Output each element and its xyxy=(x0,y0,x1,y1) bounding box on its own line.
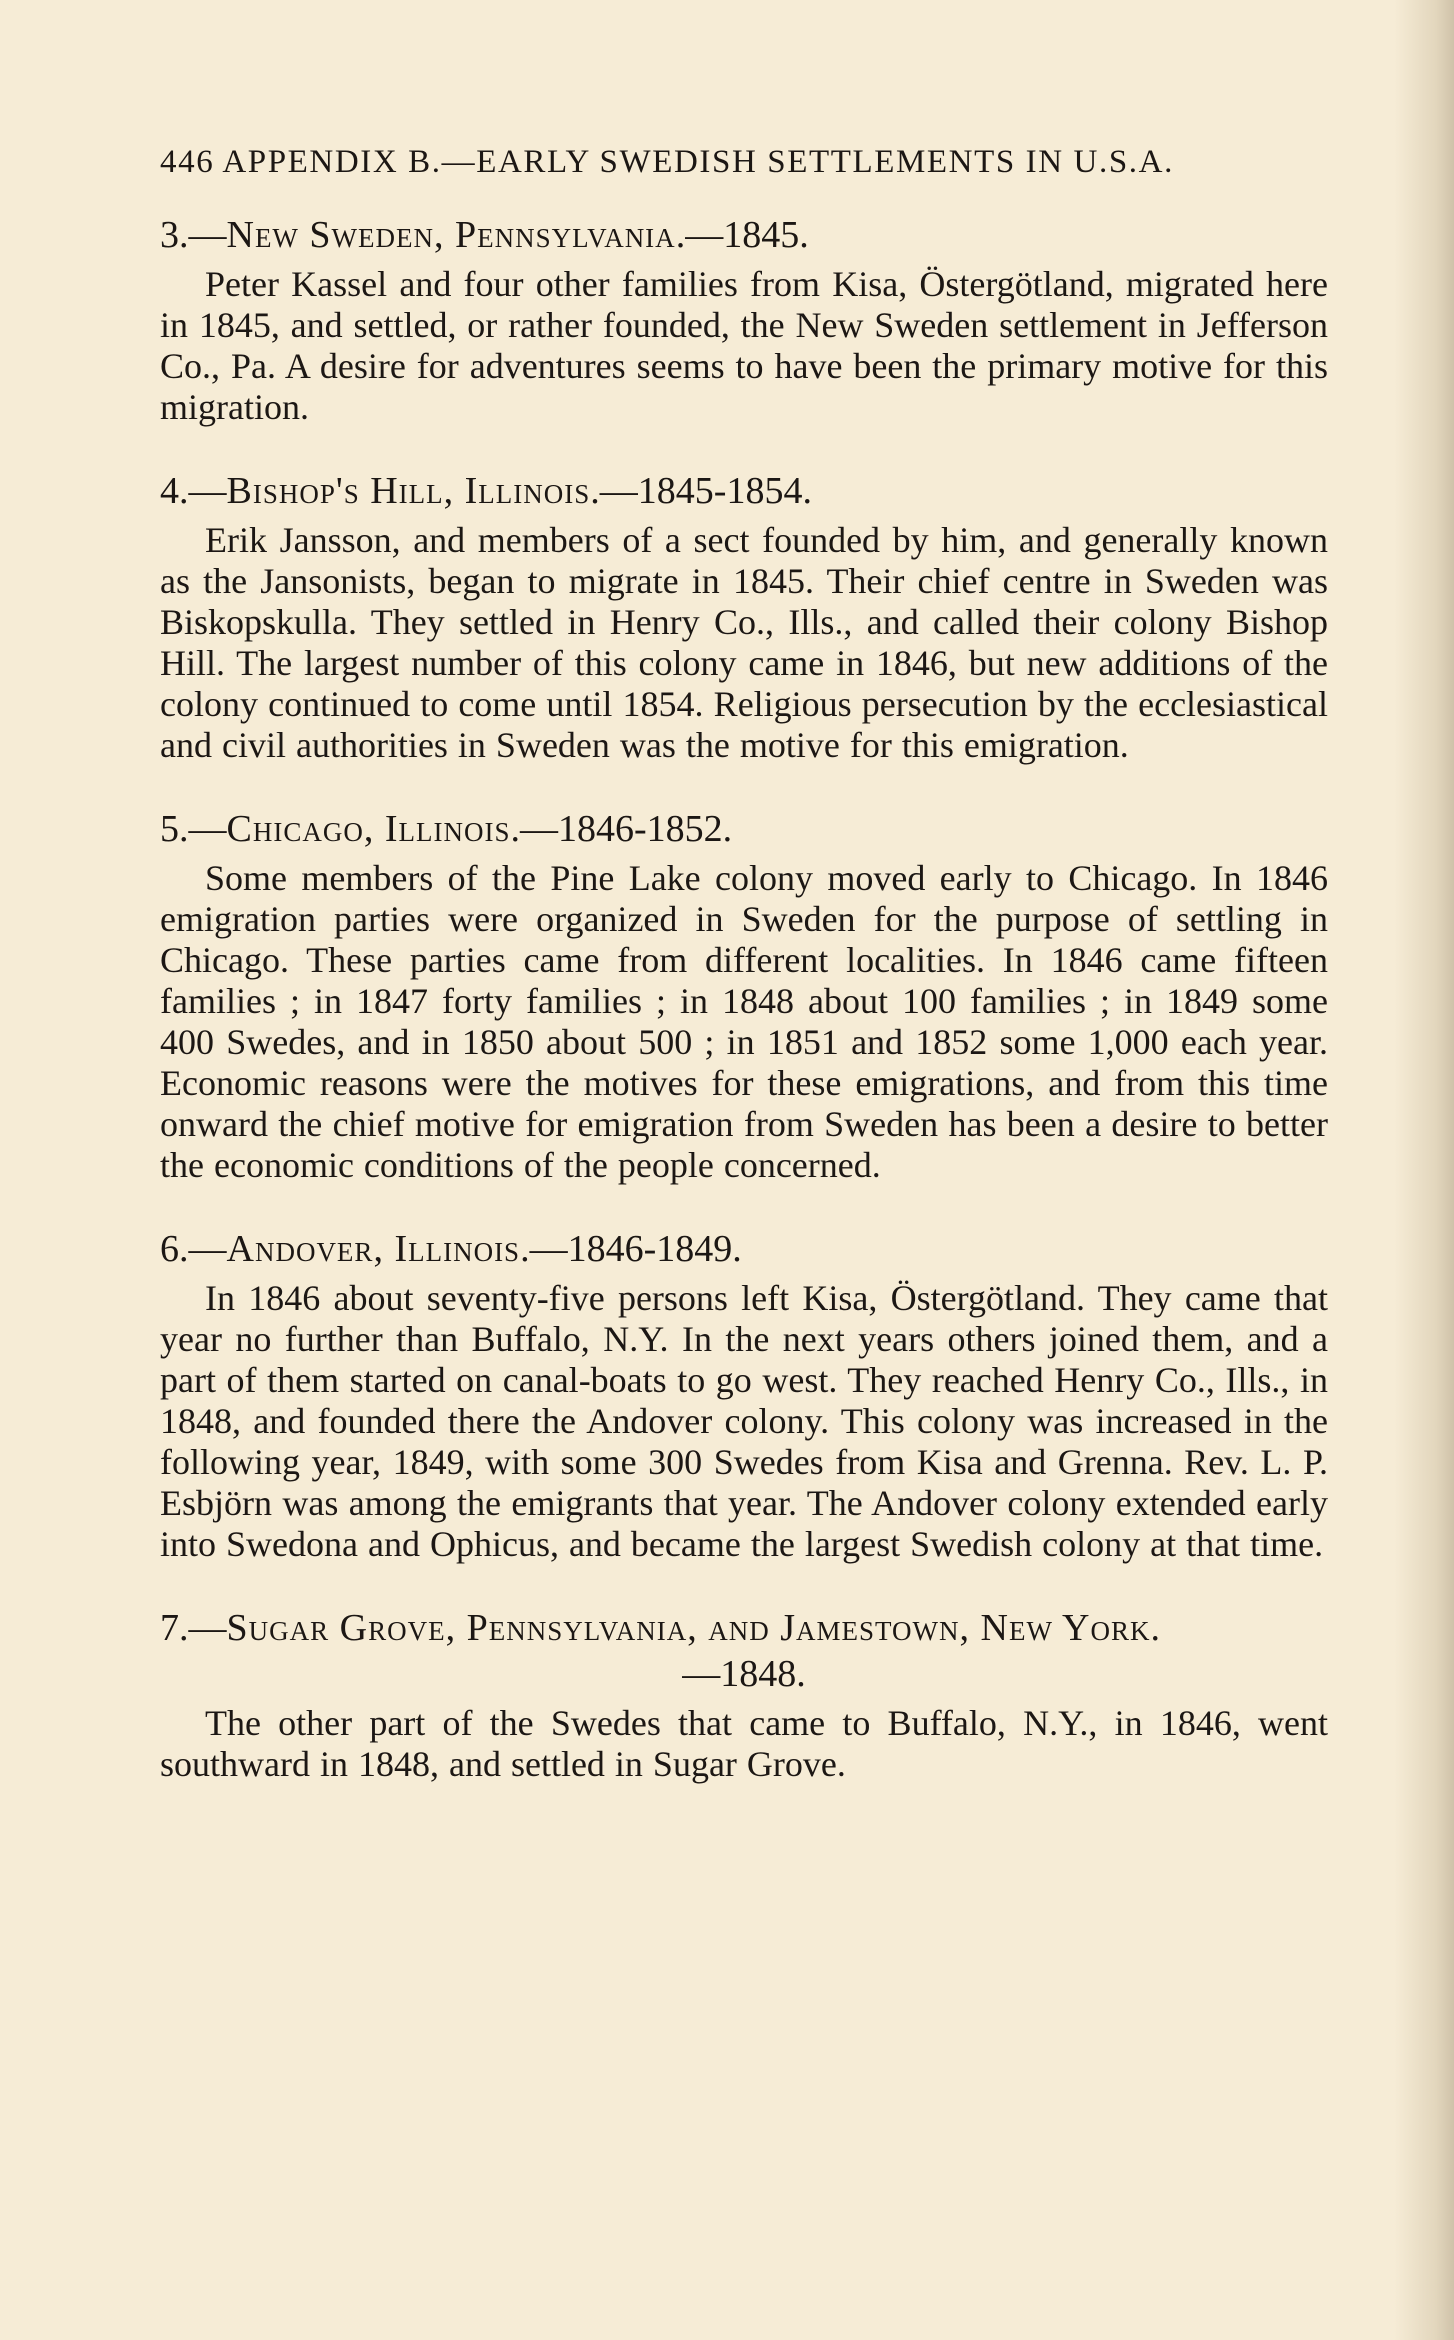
section-bishops-hill xyxy=(160,468,1328,766)
section-heading xyxy=(160,212,1328,258)
section-year: .—1845-1854. xyxy=(590,470,812,512)
section-year-continuation: —1848. xyxy=(682,1653,806,1695)
section-andover xyxy=(160,1226,1328,1565)
section-place: New Sweden, Pennsylvania xyxy=(226,214,676,256)
section-sugar-grove xyxy=(160,1605,1328,1785)
section-place: Sugar Grove, Pennsylvania, and Jamestown, New York xyxy=(226,1607,1151,1649)
section-new-sweden xyxy=(160,212,1328,428)
section-number: 7.— xyxy=(160,1607,227,1649)
section-heading xyxy=(160,806,1328,852)
section-place: Andover, Illinois xyxy=(226,1228,521,1270)
section-place: Bishop's Hill, Illinois xyxy=(226,470,591,512)
section-year: . xyxy=(1150,1607,1160,1649)
section-chicago xyxy=(160,806,1328,1186)
section-number: 3.— xyxy=(160,214,227,256)
page-edge-shading xyxy=(1394,0,1454,2340)
section-body: Some members of the Pine Lake colony moved early to Chicago. In 1846 emigration parties were organized in Sweden for the purpose of settling in Chicago. These parties came from different localities. In 1846 came fifteen families ; in 1847 forty families ; in 1848 about 100 families ; in 1849 some 400 Swedes, and in 1850 about 500 ; in 1851 and 1852 some 1,000 each year. Economic reasons were the motives for these emigrations, and from this time onward the chief motive for emigration from Sweden has been a desire to better the economic conditions of the people concerned. xyxy=(160,858,1328,1185)
section-body: The other part of the Swedes that came to Buffalo, N.Y., in 1846, went southward in 1848, and settled in Sugar Grove. xyxy=(160,1703,1328,1784)
section-number: 4.— xyxy=(160,470,227,512)
section-year: .—1845. xyxy=(675,214,809,256)
book-page xyxy=(160,140,1328,1825)
section-heading xyxy=(160,1226,1328,1272)
section-number: 6.— xyxy=(160,1228,227,1270)
section-place: Chicago, Illinois xyxy=(226,808,511,850)
section-heading xyxy=(160,1605,1328,1697)
section-year: .—1846-1849. xyxy=(520,1228,742,1270)
section-body: Erik Jansson, and members of a sect founded by him, and generally known as the Jansonists, began to migrate in 1845. Their chief centre in Sweden was Biskopskulla. They settled in Henry Co., Ills., and called their colony Bishop Hill. The largest number of this colony came in 1846, but new additions of the colony continued to come until 1854. Religious persecution by the ecclesiastical and civil authorities in Sweden was the motive for this emigration. xyxy=(160,520,1328,765)
section-heading xyxy=(160,468,1328,514)
running-head: 446 APPENDIX B.—EARLY SWEDISH SETTLEMENTS IN U.S.A. xyxy=(160,144,1174,180)
section-body: Peter Kassel and four other families from Kisa, Östergötland, migrated here in 1845, and settled, or rather founded, the New Sweden settlement in Jefferson Co., Pa. A desire for adventures seems to have been the primary motive for this migration. xyxy=(160,264,1328,427)
section-year: .—1846-1852. xyxy=(510,808,733,850)
section-body: In 1846 about seventy-five persons left Kisa, Östergötland. They came that year no further than Buffalo, N.Y. In the next years others joined them, and a part of them started on canal-boats to go west. They reached Henry Co., Ills., in 1848, and founded there the Andover colony. This colony was increased in the following year, 1849, with some 300 Swedes from Kisa and Grenna. Rev. L. P. Esbjörn was among the emigrants that year. The Andover colony extended early into Swedona and Ophicus, and became the largest Swedish colony at that time. xyxy=(160,1278,1328,1564)
section-number: 5.— xyxy=(160,808,227,850)
